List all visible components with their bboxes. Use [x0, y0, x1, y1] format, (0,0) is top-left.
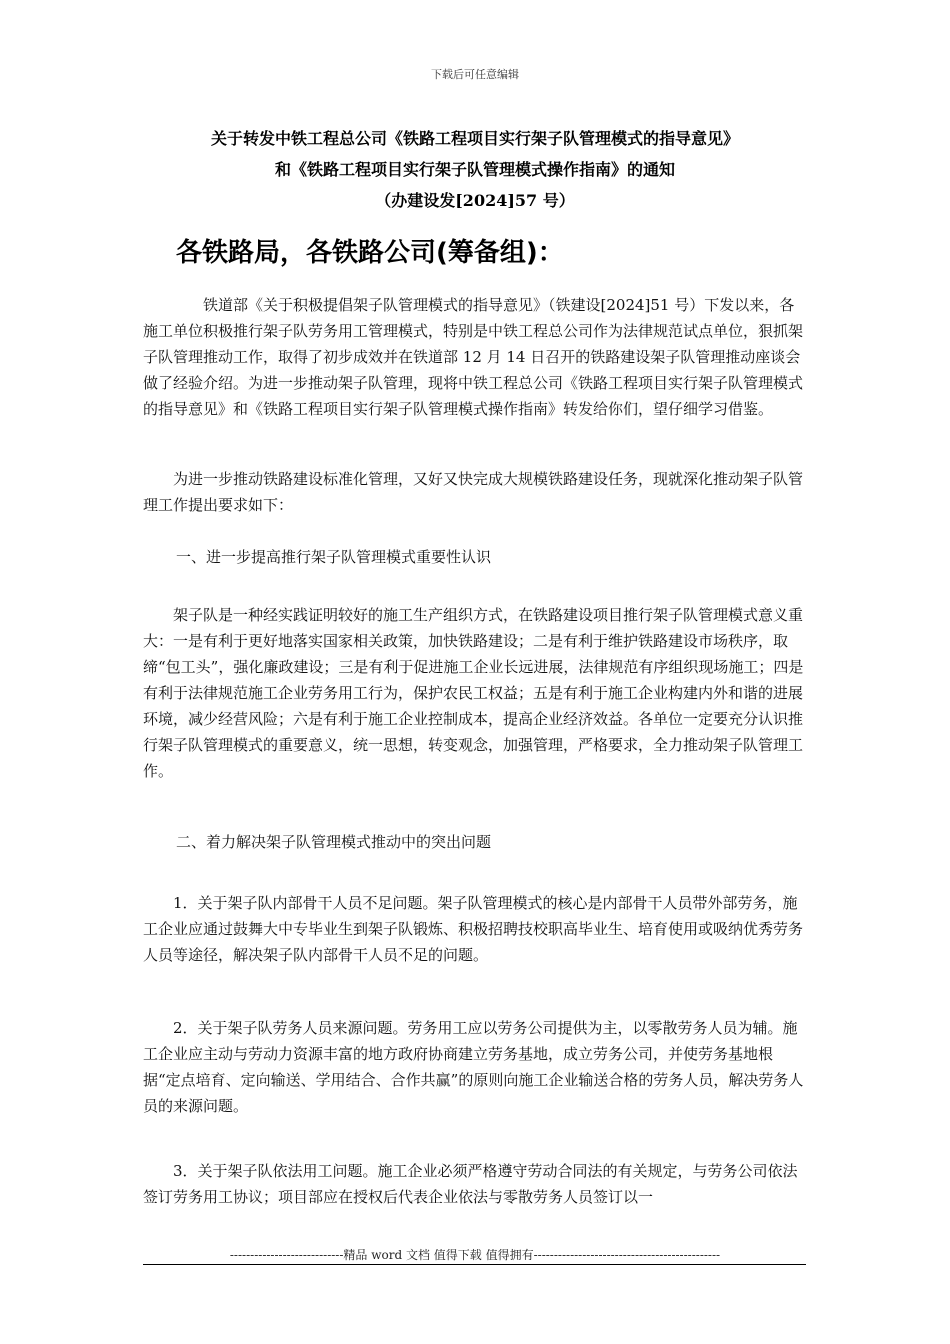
title-line-2: 和《铁路工程项目实行架子队管理模式操作指南》的通知 — [274, 160, 675, 179]
paragraph-significance: 架子队是一种经实践证明较好的施工生产组织方式，在铁路建设项目推行架子队管理模式意义重大：一是有利于更好地落实国家相关政策，加快铁路建设；二是有利于维护铁路建设市场秩序，取缔“包工头”，强化廉政建设；三是有利于促进施工企业长远进展，法律规范有序组织现场施工；四是有利于法律规范施工企业劳务用工行为，保护农民工权益；五是有利于施工企业构建内外和谐的进展环境，减少经营风险；六是有利于施工企业控制成本，提高企业经济效益。各单位一定要充分认识推行架子队管理模式的重要意义，统一思想，转变观念，加强管理，严格要求，全力推动架子队管理工作。 — [143, 606, 804, 780]
header-note: 下载后可任意编辑 — [431, 68, 519, 81]
salutation: 各铁路局，各铁路公司(筹备组)： — [176, 238, 564, 268]
title-line-3: （办建设发[2024]57 号） — [375, 191, 575, 210]
footer-rule — [143, 1264, 806, 1265]
paragraph-requirements: 为进一步推动铁路建设标准化管理，又好又快完成大规模铁路建设任务，现就深化推动架子队管理工作提出要求如下： — [143, 470, 804, 514]
paragraph-item-2: 2．关于架子队劳务人员来源问题。劳务用工应以劳务公司提供为主，以零散劳务人员为辅。施工企业应主动与劳动力资源丰富的地方政府协商建立劳务基地，成立劳务公司，并使劳务基地根据“定点培育、定向输送、学用结合、合作共赢”的原则向施工企业输送合格的劳务人员，解决劳务人员的来源问题。 — [143, 1019, 804, 1115]
footer-text: ----------------------------精品 word 文档 值得下载 值得拥有---------------------------------------------- — [229, 1248, 721, 1262]
paragraph-intro: 铁道部《关于积极提倡架子队管理模式的指导意见》（铁建设[2024]51 号）下发以来，各施工单位积极推行架子队劳务用工管理模式，特别是中铁工程总公司作为法律规范试点单位，狠抓架子队管理推动工作，取得了初步成效并在铁道部 12 月 14 日召开的铁路建设架子队管理推动座谈会做了经验介绍。为进一步推动架子队管理，现将中铁工程总公司《铁路工程项目实行架子队管理模式的指导意见》和《铁路工程项目实行架子队管理模式操作指南》转发给你们，望仔细学习借鉴。 — [143, 296, 804, 418]
section-heading-1: 一、进一步提高推行架子队管理模式重要性认识 — [176, 548, 492, 566]
paragraph-item-1: 1．关于架子队内部骨干人员不足问题。架子队管理模式的核心是内部骨干人员带外部劳务，施工企业应通过鼓舞大中专毕业生到架子队锻炼、积极招聘技校职高毕业生、培育使用或吸纳优秀劳务人员等途径，解决架子队内部骨干人员不足的问题。 — [143, 894, 804, 964]
title-line-1: 关于转发中铁工程总公司《铁路工程项目实行架子队管理模式的指导意见》 — [210, 129, 739, 148]
paragraph-item-3: 3．关于架子队依法用工问题。施工企业必须严格遵守劳动合同法的有关规定，与劳务公司依法签订劳务用工协议；项目部应在授权后代表企业依法与零散劳务人员签订以一 — [143, 1162, 798, 1206]
section-heading-2: 二、着力解决架子队管理模式推动中的突出问题 — [176, 833, 492, 851]
